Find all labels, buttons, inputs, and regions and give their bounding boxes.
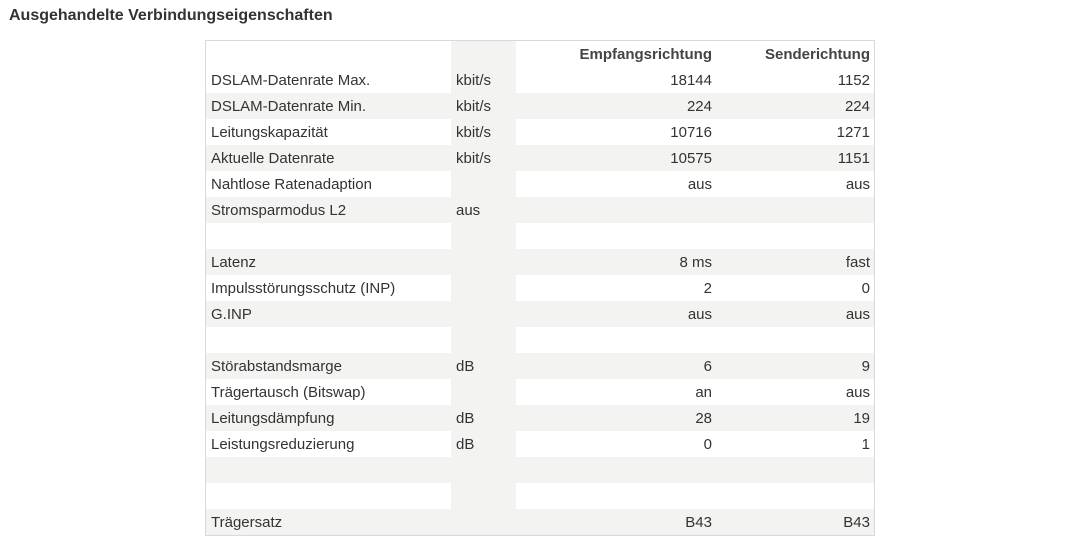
row-upstream-value: [716, 457, 874, 483]
row-upstream-value: 224: [716, 93, 874, 119]
table-row: [206, 171, 874, 197]
row-unit: kbit/s: [451, 93, 516, 119]
row-unit: [451, 379, 516, 405]
row-downstream-value: B43: [516, 509, 716, 535]
table-row: [206, 353, 874, 379]
table-row: [206, 379, 874, 405]
row-upstream-value: aus: [716, 379, 874, 405]
table-header-row: [206, 41, 874, 67]
row-downstream-value: [516, 197, 716, 223]
table-row: [206, 119, 874, 145]
table-row: [206, 249, 874, 275]
row-upstream-value: aus: [716, 301, 874, 327]
table-row: [206, 327, 874, 353]
row-upstream-value: [716, 483, 874, 509]
row-label: Leitungsdämpfung: [206, 405, 451, 431]
row-unit: [451, 223, 516, 249]
table-row: [206, 67, 874, 93]
row-downstream-value: aus: [516, 171, 716, 197]
row-unit: [451, 509, 516, 535]
row-label: [206, 223, 451, 249]
header-label: [206, 41, 451, 67]
row-label: Leitungskapazität: [206, 119, 451, 145]
header-unit: [451, 41, 516, 67]
table-row: [206, 457, 874, 483]
row-unit: [451, 327, 516, 353]
row-downstream-value: [516, 483, 716, 509]
row-unit: [451, 171, 516, 197]
row-unit: [451, 301, 516, 327]
row-upstream-value: 1152: [716, 67, 874, 93]
table-row: [206, 145, 874, 171]
row-upstream-value: 1271: [716, 119, 874, 145]
row-label: DSLAM-Datenrate Max.: [206, 67, 451, 93]
row-unit: kbit/s: [451, 67, 516, 93]
table-row: [206, 93, 874, 119]
row-unit: kbit/s: [451, 145, 516, 171]
row-label: G.INP: [206, 301, 451, 327]
table-row: [206, 301, 874, 327]
row-downstream-value: 0: [516, 431, 716, 457]
row-upstream-value: 1151: [716, 145, 874, 171]
row-unit: [451, 275, 516, 301]
row-downstream-value: 10716: [516, 119, 716, 145]
row-label: DSLAM-Datenrate Min.: [206, 93, 451, 119]
row-label: Störabstandsmarge: [206, 353, 451, 379]
row-label: Nahtlose Ratenadaption: [206, 171, 451, 197]
row-downstream-value: 2: [516, 275, 716, 301]
row-label: [206, 483, 451, 509]
row-downstream-value: 6: [516, 353, 716, 379]
table-row: [206, 405, 874, 431]
row-downstream-value: 18144: [516, 67, 716, 93]
header-upstream: Senderichtung: [716, 41, 874, 67]
row-unit: aus: [451, 197, 516, 223]
row-downstream-value: [516, 223, 716, 249]
row-unit: dB: [451, 431, 516, 457]
row-downstream-value: aus: [516, 301, 716, 327]
row-label: Leistungsreduzierung: [206, 431, 451, 457]
header-downstream: Empfangsrichtung: [516, 41, 716, 67]
row-label: Impulsstörungsschutz (INP): [206, 275, 451, 301]
row-upstream-value: [716, 327, 874, 353]
row-downstream-value: 224: [516, 93, 716, 119]
row-upstream-value: 9: [716, 353, 874, 379]
table-body: [206, 67, 874, 535]
row-downstream-value: [516, 327, 716, 353]
row-upstream-value: 0: [716, 275, 874, 301]
row-unit: [451, 483, 516, 509]
section-title: Ausgehandelte Verbindungseigenschaften: [9, 7, 333, 24]
row-upstream-value: 19: [716, 405, 874, 431]
row-upstream-value: [716, 223, 874, 249]
table-row: [206, 431, 874, 457]
row-label: Latenz: [206, 249, 451, 275]
row-label: Stromsparmodus L2: [206, 197, 451, 223]
row-downstream-value: 28: [516, 405, 716, 431]
table-row: [206, 275, 874, 301]
row-upstream-value: fast: [716, 249, 874, 275]
row-upstream-value: [716, 197, 874, 223]
row-upstream-value: 1: [716, 431, 874, 457]
row-downstream-value: an: [516, 379, 716, 405]
row-label: Trägertausch (Bitswap): [206, 379, 451, 405]
table-row: [206, 197, 874, 223]
row-unit: [451, 457, 516, 483]
row-unit: [451, 249, 516, 275]
table-row: [206, 509, 874, 535]
row-downstream-value: 10575: [516, 145, 716, 171]
row-upstream-value: aus: [716, 171, 874, 197]
row-label: [206, 457, 451, 483]
row-label: [206, 327, 451, 353]
table-row: [206, 223, 874, 249]
row-unit: dB: [451, 405, 516, 431]
row-label: Trägersatz: [206, 509, 451, 535]
row-label: Aktuelle Datenrate: [206, 145, 451, 171]
table-row: [206, 483, 874, 509]
row-upstream-value: B43: [716, 509, 874, 535]
connection-properties-table: [205, 40, 875, 536]
row-unit: dB: [451, 353, 516, 379]
row-downstream-value: 8 ms: [516, 249, 716, 275]
row-unit: kbit/s: [451, 119, 516, 145]
row-downstream-value: [516, 457, 716, 483]
